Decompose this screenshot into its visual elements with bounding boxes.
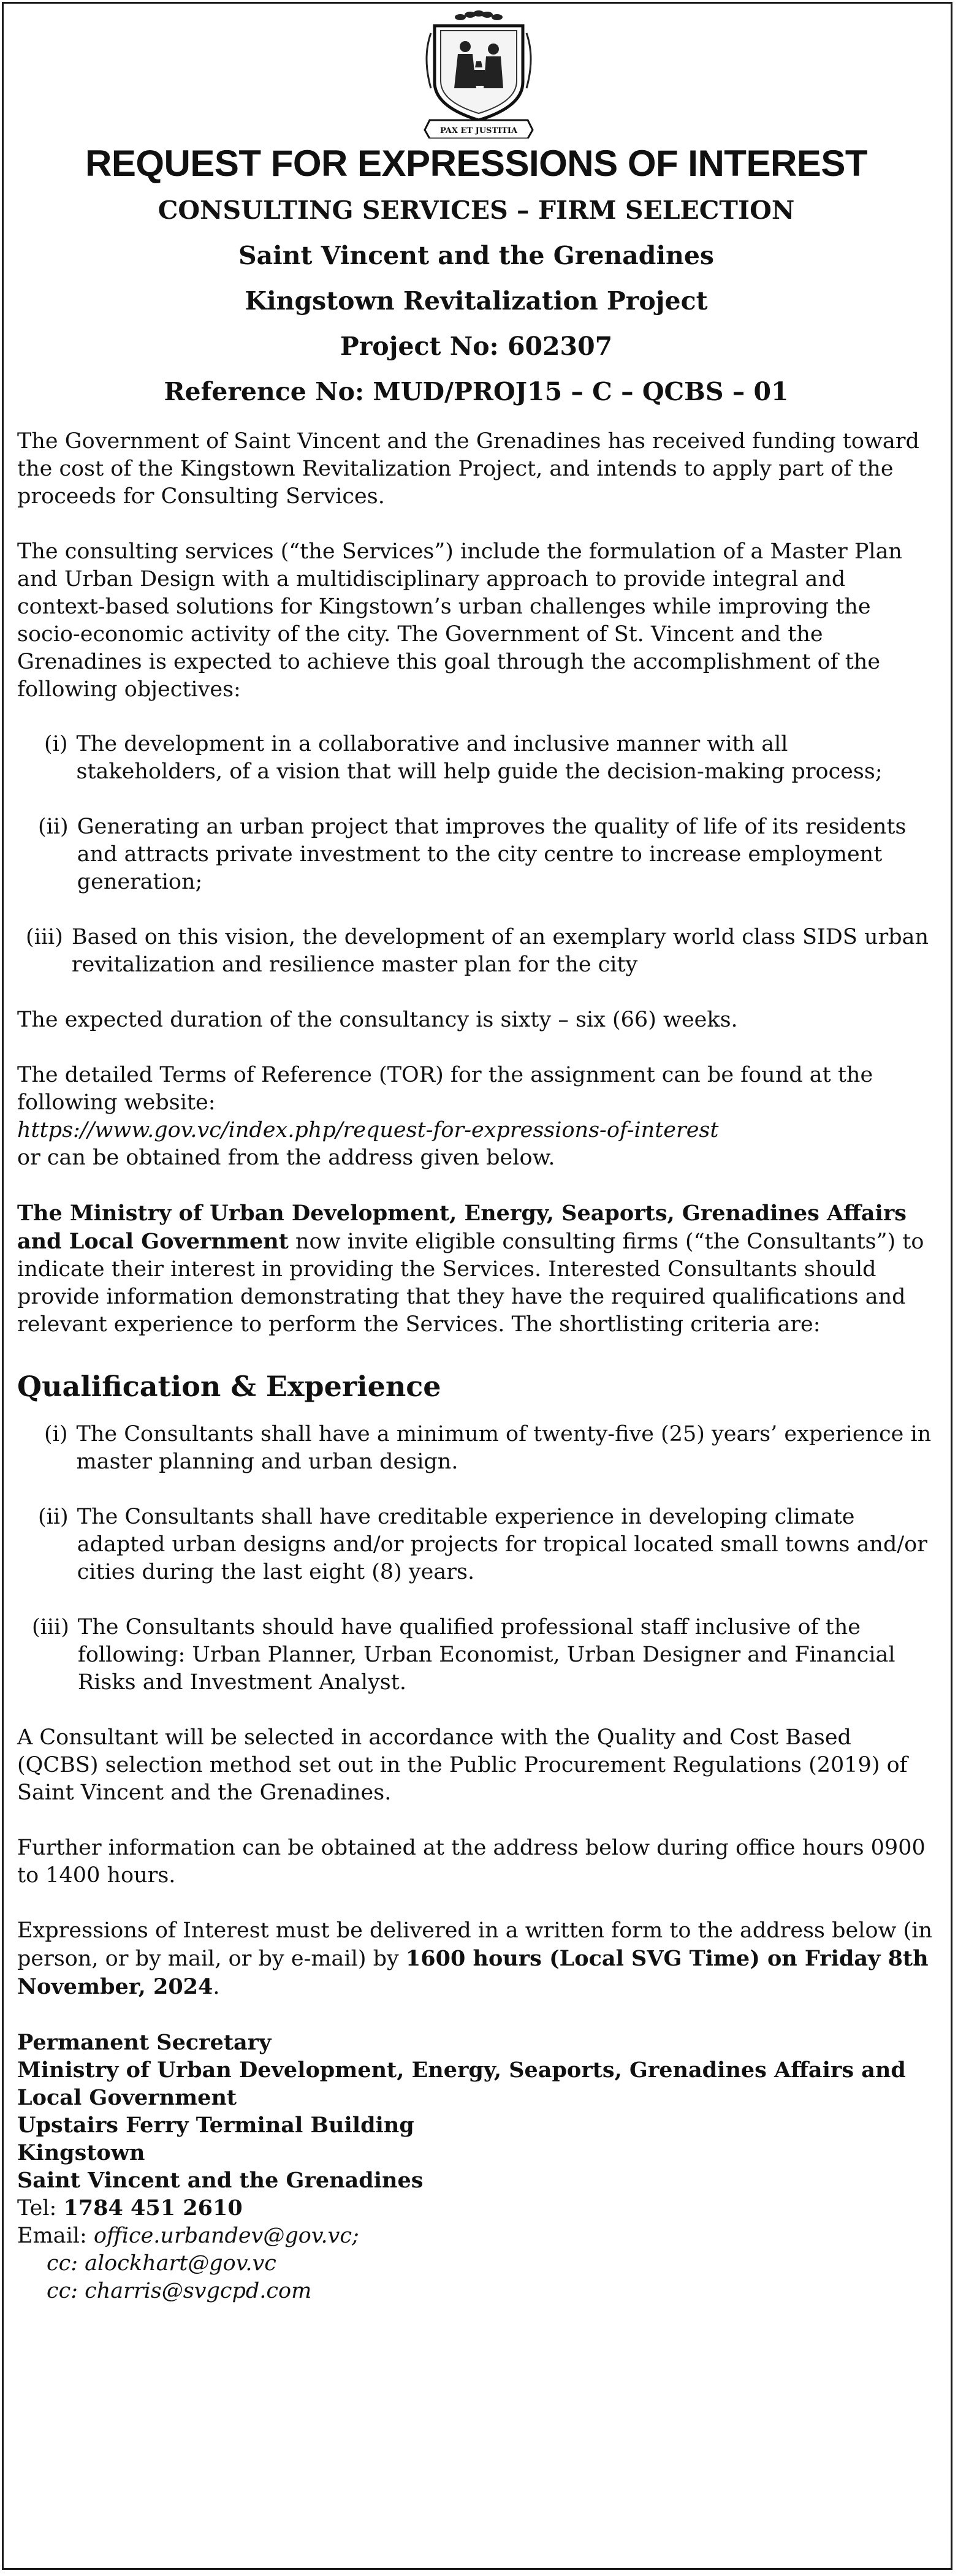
deadline-text: Expressions of Interest must be delivered in a written form to the address below (in person, or by mail, or by e-mail) by — [17, 1918, 932, 1971]
ministry-invite-text: now invite eligible consulting firms (“the Consultants”) to indicate their interest in providing the Services. Interested Consultants should provide information demonstrating that they have the required qualifications and relevant experience to perform the Services. The shortlisting criteria are: — [17, 1229, 924, 1337]
contact-email — [17, 2222, 935, 2250]
qualification-text: The Consultants shall have creditable experience in developing climate adapted urban designs and/or projects for tropical located small towns and/or cities during the last eight (8) years. — [77, 1505, 927, 1584]
objective-item — [17, 731, 935, 786]
ministry-invite-paragraph — [17, 1199, 935, 1339]
objective-text: Based on this vision, the development of an exemplary world class SIDS urban revitalization and resilience master plan for the city — [71, 925, 929, 977]
cc-label: cc: — [47, 2279, 85, 2303]
objective-number: (iii) — [26, 925, 63, 949]
reference-number: Reference No: MUD/PROJ15 – C – QCBS – 01 — [164, 377, 789, 406]
contact-block — [17, 2029, 935, 2305]
qualification-number: (iii) — [32, 1615, 69, 1639]
objective-item — [17, 924, 935, 979]
qualification-text: The Consultants should have qualified professional staff inclusive of the following: Urban Planner, Urban Economist, Urban Designer and Financial Risks and Investment Analyst. — [77, 1615, 895, 1695]
selection-paragraph: A Consultant will be selected in accordance with the Quality and Cost Based (QCBS) selection method set out in the Public Procurement Regulations (2019) of Saint Vincent and the Grenadines. — [17, 1725, 908, 1805]
deadline-paragraph — [17, 1917, 935, 2001]
phone-number[interactable]: 1784 451 2610 — [63, 2195, 243, 2221]
crest-area — [17, 4, 935, 140]
project-number: Project No: 602307 — [340, 332, 613, 361]
qualification-text: The Consultants shall have a minimum of twenty-five (25) years’ experience in master planning and urban design. — [76, 1422, 932, 1474]
contact-city: Kingstown — [17, 2140, 145, 2165]
objective-item — [17, 813, 935, 896]
contact-title: Permanent Secretary — [17, 2030, 272, 2055]
qualification-heading: Qualification & Experience — [17, 1370, 441, 1403]
deadline-date: 1600 hours (Local SVG Time) on Friday 8th November, 2024 — [17, 1946, 929, 1999]
intro-paragraph-1: The Government of Saint Vincent and the Grenadines has received funding toward the cost of the Kingstown Revitalization Project, and intends to apply part of the proceeds for Consulting Services. — [17, 429, 919, 509]
contact-cc-2 — [17, 2278, 935, 2305]
contact-country: Saint Vincent and the Grenadines — [17, 2168, 424, 2193]
coat-of-arms-icon — [417, 9, 540, 139]
phone-label: Tel: — [17, 2196, 64, 2221]
objective-text: Generating an urban project that improves the quality of life of its residents and attracts private investment to the city centre to increase employment generation; — [77, 815, 907, 894]
advertisement-frame — [2, 2, 952, 2570]
email-label: Email: — [17, 2224, 94, 2248]
objective-number: (ii) — [38, 815, 69, 839]
duration-paragraph: The expected duration of the consultancy is sixty – six (66) weeks. — [17, 1008, 738, 1032]
cc-label: cc: — [47, 2251, 85, 2276]
tor-link[interactable]: https://www.gov.vc/index.php/request-for-expressions-of-interest — [17, 1118, 719, 1142]
further-info-paragraph: Further information can be obtained at the address below during office hours 0900 to 1400 hours. — [17, 1836, 926, 1888]
contact-ministry: Ministry of Urban Development, Energy, Seaports, Grenadines Affairs and Local Government — [17, 2057, 906, 2110]
objective-number: (i) — [44, 732, 68, 756]
intro-paragraph-2: The consulting services (“the Services”) include the formulation of a Master Plan and Urban Design with a multidisciplinary approach to provide integral and context-based solutions for Kingstown’s urban challenges while improving the socio-economic activity of the city. The Government of St. Vincent and the Grenadines is expected to achieve this goal through the accomplishment of the following objectives: — [17, 539, 902, 702]
crest-motto: PAX ET JUSTITIA — [439, 126, 518, 135]
objective-text: The development in a collaborative and inclusive manner with all stakeholders, of a vision that will help guide the decision-making process; — [76, 732, 883, 784]
email-address[interactable]: office.urbandev@gov.vc; — [93, 2224, 359, 2248]
contact-phone — [17, 2194, 935, 2222]
tor-tail: or can be obtained from the address given below. — [17, 1146, 555, 1170]
qualification-item — [17, 1421, 935, 1476]
contact-building: Upstairs Ferry Terminal Building — [17, 2113, 414, 2138]
tor-paragraph — [17, 1062, 935, 1172]
qualification-item — [17, 1503, 935, 1586]
qualification-number: (i) — [44, 1422, 68, 1446]
deadline-end: . — [213, 1975, 220, 1999]
page-title: REQUEST FOR EXPRESSIONS OF INTEREST — [85, 143, 867, 184]
country-heading: Saint Vincent and the Grenadines — [238, 241, 715, 270]
qualification-item — [17, 1614, 935, 1696]
ministry-name: The Ministry of Urban Development, Energy, Seaports, Grenadines Affairs and Local Government — [17, 1201, 907, 1254]
tor-text: The detailed Terms of Reference (TOR) for the assignment can be found at the following website: — [17, 1063, 873, 1115]
subtitle: CONSULTING SERVICES – FIRM SELECTION — [158, 196, 795, 225]
cc-email[interactable]: charris@svgcpd.com — [85, 2279, 312, 2303]
qualification-number: (ii) — [38, 1505, 69, 1529]
cc-email[interactable]: alockhart@gov.vc — [85, 2251, 276, 2276]
project-heading: Kingstown Revitalization Project — [245, 286, 708, 316]
contact-cc-1 — [17, 2250, 935, 2278]
